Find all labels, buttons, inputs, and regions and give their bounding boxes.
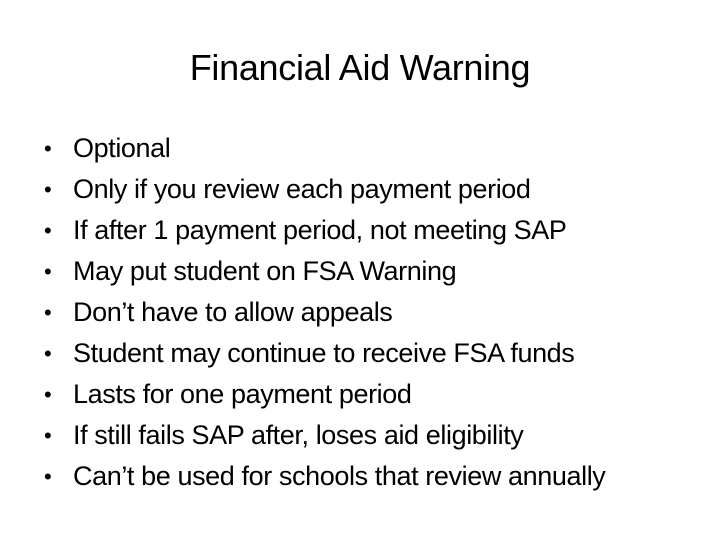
bullet-text: Student may continue to receive FSA funds [73,338,575,368]
bullet-item [44,374,704,415]
bullet-dot-icon: • [44,341,52,366]
bullet-item [44,292,704,333]
bullet-dot-icon: • [44,423,52,448]
bullet-text: Only if you review each payment period [73,174,531,204]
bullet-item [44,210,704,251]
bullet-dot-icon: • [44,177,52,202]
bullet-item [44,333,704,374]
bullet-item [44,415,704,456]
bullet-list [44,128,704,497]
bullet-text: Don’t have to allow appeals [73,297,393,327]
bullet-item [44,456,704,497]
bullet-item [44,128,704,169]
bullet-text: Can’t be used for schools that review annually [73,461,606,491]
bullet-text: Optional [73,133,171,163]
bullet-dot-icon: • [44,300,52,325]
bullet-item [44,251,704,292]
bullet-text: May put student on FSA Warning [73,256,457,286]
bullet-item [44,169,704,210]
bullet-text: Lasts for one payment period [73,379,412,409]
bullet-dot-icon: • [44,382,52,407]
bullet-dot-icon: • [44,259,52,284]
slide-title: Financial Aid Warning [189,47,531,88]
bullet-dot-icon: • [44,218,52,243]
bullet-dot-icon: • [44,136,52,161]
bullet-text: If still fails SAP after, loses aid eligibility [73,420,524,450]
bullet-text: If after 1 payment period, not meeting SAP [73,215,567,245]
bullet-dot-icon: • [44,464,52,489]
